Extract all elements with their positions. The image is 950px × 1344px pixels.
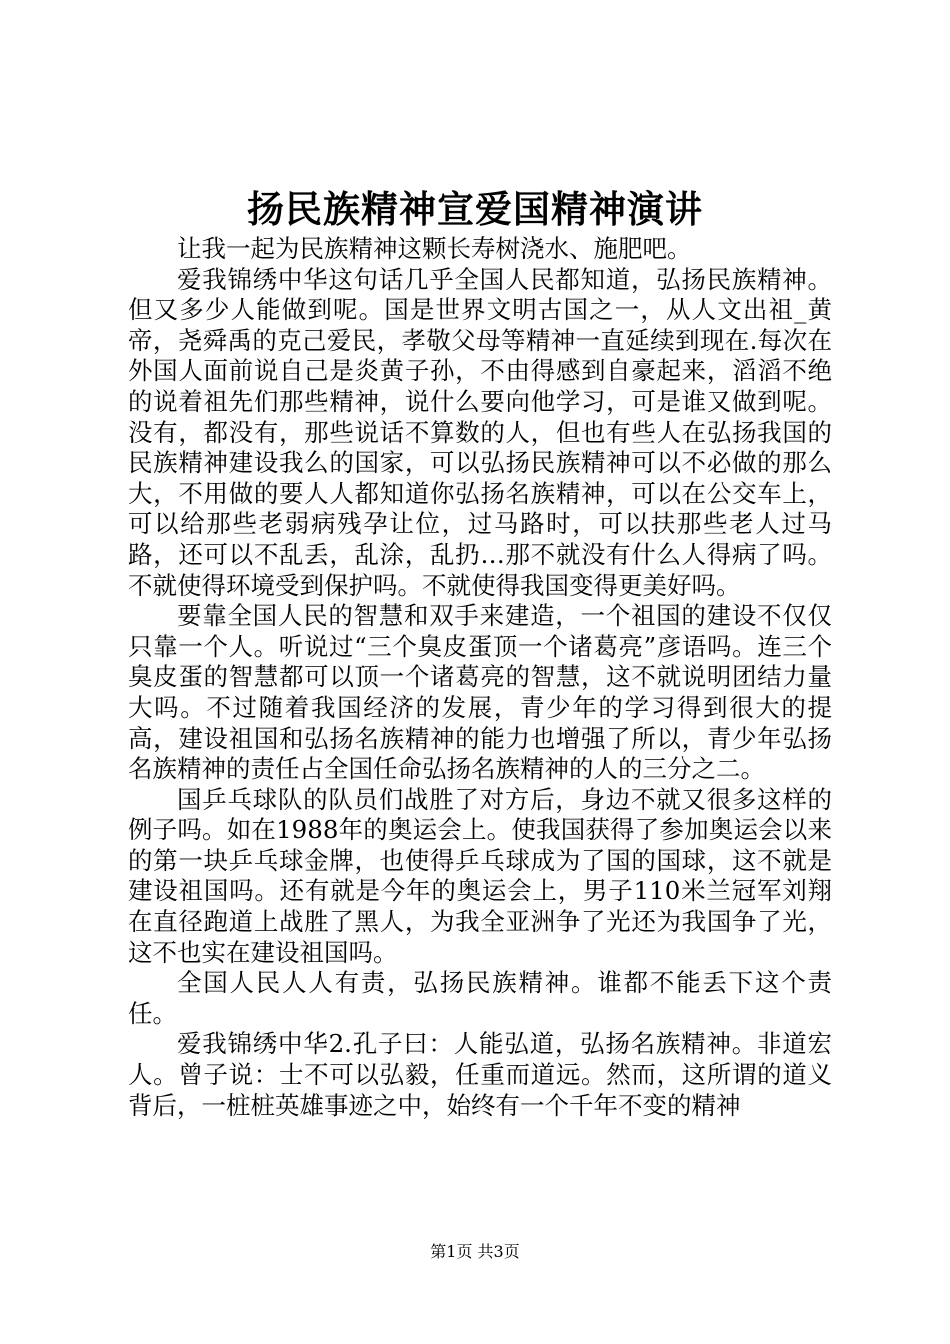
page-number-footer: 第1页 共3页 <box>430 1242 520 1261</box>
paragraph-6: 爱我锦绣中华2.孔子曰：人能弘道，弘扬名族精神。非道宏人。曾子说：士不可以弘毅，任重而道远。然而，这所谓的道义背后，一桩桩英雄事迹之中，始终有一个千年不变的精神 <box>128 1029 832 1120</box>
document-body <box>128 234 832 1121</box>
paragraph-4: 国乒乓球队的队员们战胜了对方后，身边不就又很多这样的例子吗。如在1988年的奥运会上。使我国获得了参加奥运会以来的第一块乒乓球金牌，也使得乒乓球成为了国的国球，这不就是建设祖国吗。还有就是今年的奥运会上，男子110米兰冠军刘翔在直径跑道上战胜了黑人，为我全亚洲争了光还为我国争了光，这不也实在建设祖国吗。 <box>128 784 832 967</box>
document-title: 扬民族精神宣爱国精神演讲 <box>247 187 703 231</box>
paragraph-3: 要靠全国人民的智慧和双手来建造，一个祖国的建设不仅仅只靠一个人。听说过“三个臭皮蛋顶一个诸葛亮”彦语吗。连三个臭皮蛋的智慧都可以顶一个诸葛亮的智慧，这不就说明团结力量大吗。不过随着我国经济的发展，青少年的学习得到很大的提高，建设祖国和弘扬名族精神的能力也增强了所以，青少年弘扬名族精神的责任占全国任命弘扬名族精神的人的三分之二。 <box>128 601 832 784</box>
paragraph-2: 爱我锦绣中华这句话几乎全国人民都知道，弘扬民族精神。但又多少人能做到呢。国是世界文明古国之一，从人文出祖_黄帝，尧舜禹的克己爱民，孝敬父母等精神一直延续到现在.每次在外国人面前说自己是炎黄子孙，不由得感到自豪起来，滔滔不绝的说着祖先们那些精神，说什么要向他学习，可是谁又做到呢。没有，都没有，那些说话不算数的人，但也有些人在弘扬我国的民族精神建设我么的国家，可以弘扬民族精神可以不必做的那么大，不用做的要人人都知道你弘扬名族精神，可以在公交车上，可以给那些老弱病残孕让位，过马路时，可以扶那些老人过马路，还可以不乱丢，乱涂，乱扔…那不就没有什么人得病了吗。不就使得环境受到保护吗。不就使得我国变得更美好吗。 <box>128 264 832 600</box>
paragraph-1: 让我一起为民族精神这颗长寿树浇水、施肥吧。 <box>177 234 692 263</box>
paragraph-5: 全国人民人人有责，弘扬民族精神。谁都不能丢下这个责任。 <box>128 968 832 1028</box>
